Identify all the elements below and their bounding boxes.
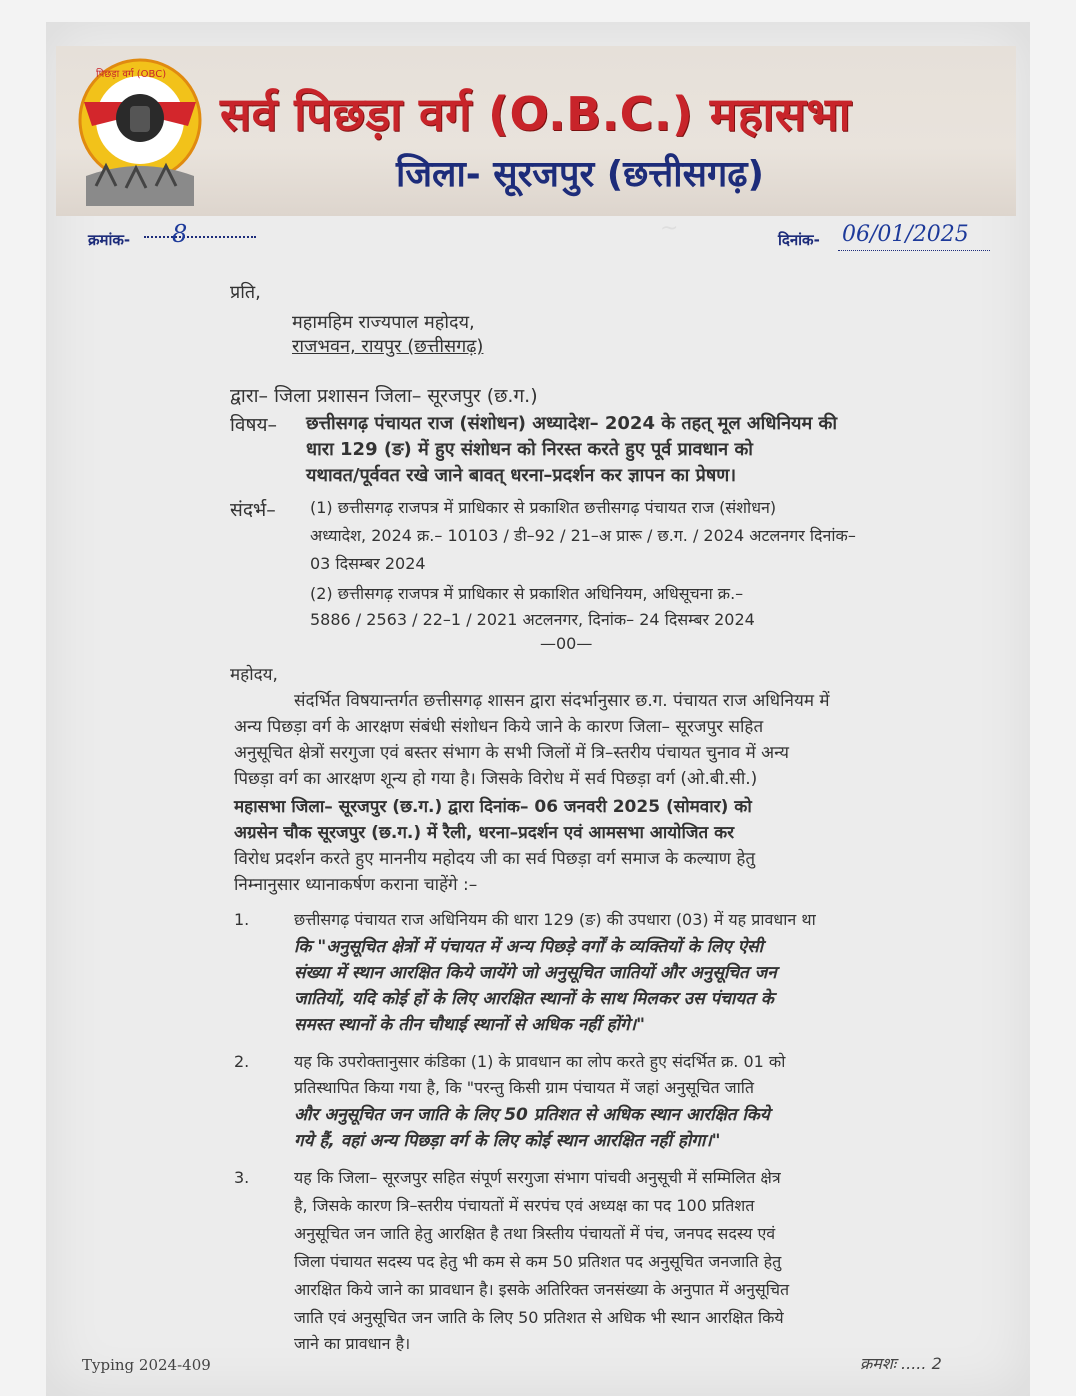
para-line: निम्नानुसार ध्यानाकर्षण कराना चाहेंगे :– <box>234 875 478 895</box>
para-line: अन्य पिछड़ा वर्ग के आरक्षण संबंधी संशोधन किये जाने के कारण जिला– सूरजपुर सहित <box>234 717 764 737</box>
point-line: और अनुसूचित जन जाति के लिए 50 प्रतिशत से अधिक स्थान आरक्षित किये <box>294 1105 770 1125</box>
kramank-label: क्रमांक- <box>88 231 131 249</box>
point-line: कि "अनुसूचित क्षेत्रों में पंचायत में अन्य पिछड़े वर्गों के व्यक्तियों के लिए ऐसी <box>294 937 764 957</box>
ref2-line: (2) छत्तीसगढ़ राजपत्र में प्राधिकार से प्रकाशित अधिनियम, अधिसूचना क्र.– <box>310 584 744 603</box>
dinank-label: दिनांक- <box>778 231 820 249</box>
para-line: अग्रसेन चौक सूरजपुर (छ.ग.) में रैली, धरना–प्रदर्शन एवं आमसभा आयोजित कर <box>234 823 735 843</box>
kramank-value: 8 <box>172 220 188 248</box>
point-line: जाति एवं अनुसूचित जन जाति के लिए 50 प्रतिशत से अधिक भी स्थान आरक्षित किये <box>294 1308 784 1327</box>
point-number: 3. <box>234 1168 250 1187</box>
point-line: यह कि उपरोक्तानुसार कंडिका (1) के प्रावधान का लोप करते हुए संदर्भित क्र. 01 को <box>294 1052 786 1071</box>
dwara-line: द्वारा– जिला प्रशासन जिला– सूरजपुर (छ.ग.) <box>230 385 538 407</box>
point-line: जाने का प्रावधान है। <box>294 1334 411 1353</box>
point-line: अनुसूचित जन जाति हेतु आरक्षित है तथा त्रिस्तीय पंचायतों में पंच, जनपद सदस्य एवं <box>294 1224 776 1243</box>
recipient-line2: राजभवन, रायपुर (छत्तीसगढ़) <box>292 336 484 357</box>
dinank-value: 06/01/2025 <box>842 222 969 247</box>
para-line: महासभा जिला– सूरजपुर (छ.ग.) द्वारा दिनांक– 06 जनवरी 2025 (सोमवार) को <box>234 797 752 817</box>
vishay-label: विषय– <box>230 414 277 436</box>
point-number: 1. <box>234 910 250 929</box>
prati: प्रति, <box>230 282 261 303</box>
point-line: यह कि जिला– सूरजपुर सहित संपूर्ण सरगुजा संभाग पांचवी अनुसूची में सम्मिलित क्षेत्र <box>294 1168 781 1187</box>
vishay-line: धारा 129 (ङ) में हुए संशोधन को निरस्त करते हुए पूर्व प्रावधान को <box>306 439 753 460</box>
separator: —00— <box>540 634 593 653</box>
point-number: 2. <box>234 1052 250 1071</box>
point-line: गये हैं, वहां अन्य पिछड़ा वर्ग के लिए कोई स्थान आरक्षित नहीं होगा।" <box>294 1131 721 1151</box>
point-line: प्रतिस्थापित किया गया है, कि "परन्तु किसी ग्राम पंचायत में जहां अनुसूचित जाति <box>294 1078 754 1097</box>
typing-reference: Typing 2024-409 <box>82 1356 211 1374</box>
para-line: विरोध प्रदर्शन करते हुए माननीय महोदय जी का सर्व पिछड़ा वर्ग समाज के कल्याण हेतु <box>234 849 756 869</box>
ref2-line: 5886 / 2563 / 22–1 / 2021 अटलनगर, दिनांक– 24 दिसम्बर 2024 <box>310 610 755 629</box>
point-line: समस्त स्थानों के तीन चौथाई स्थानों से अधिक नहीं होंगे।" <box>294 1015 645 1035</box>
org-title: सर्व पिछड़ा वर्ग (O.B.C.) महासभा <box>220 87 852 141</box>
point-line: जातियों, यदि कोई हों के लिए आरक्षित स्थानों के साथ मिलकर उस पंचायत के <box>294 989 774 1009</box>
ref1-line: (1) छत्तीसगढ़ राजपत्र में प्राधिकार से प्रकाशित छत्तीसगढ़ पंचायत राज (संशोधन) <box>310 498 777 517</box>
salutation: महोदय, <box>230 665 278 685</box>
vishay-line: छत्तीसगढ़ पंचायत राज (संशोधन) अध्यादेश– 2024 के तहत् मूल अधिनियम की <box>306 413 838 434</box>
para-line: अनुसूचित क्षेत्रों सरगुजा एवं बस्तर संभाग के सभी जिलों में त्रि–स्तरीय पंचायत चुनाव में अन्य <box>234 743 790 763</box>
point-line: आरक्षित किये जाने का प्रावधान है। इसके अतिरिक्त जनसंख्या के अनुपात में अनुसूचित <box>294 1280 790 1299</box>
kramank-dotted-line <box>144 236 256 238</box>
para-line: संदर्भित विषयान्तर्गत छत्तीसगढ़ शासन द्वारा संदर्भानुसार छ.ग. पंचायत राज अधिनियम में <box>294 691 830 711</box>
point-line: संख्या में स्थान आरक्षित किये जायेंगे जो अनुसूचित जातियों और अनुसूचित जन <box>294 963 777 983</box>
recipient-line1: महामहिम राज्यपाल महोदय, <box>292 312 475 333</box>
ref1-line: 03 दिसम्बर 2024 <box>310 554 426 573</box>
point-line: है, जिसके कारण त्रि–स्तरीय पंचायतों में सरपंच एवं अध्यक्ष का पद 100 प्रतिशत <box>294 1196 755 1215</box>
ref1-line: अध्यादेश, 2024 क्र.– 10103 / डी–92 / 21–अ प्रारू / छ.ग. / 2024 अटलनगर दिनांक– <box>310 526 856 545</box>
continued-marker: क्रमशः ..... 2 <box>860 1354 942 1373</box>
sandarbh-label: संदर्भ– <box>230 499 276 521</box>
logo-text: पिछड़ा वर्ग (OBC) <box>96 69 167 80</box>
para-line: पिछड़ा वर्ग का आरक्षण शून्य हो गया है। जिसके विरोध में सर्व पिछड़ा वर्ग (ओ.बी.सी.) <box>234 769 758 789</box>
vishay-line: यथावत/पूर्ववत रखे जाने बावत् धरना–प्रदर्शन कर ज्ञापन का प्रेषण। <box>306 465 737 486</box>
watermark: ~ <box>660 216 679 241</box>
org-subtitle: जिला- सूरजपुर (छत्तीसगढ़) <box>396 154 764 195</box>
dinank-dotted-line <box>838 250 990 251</box>
point-line: जिला पंचायत सदस्य पद हेतु भी कम से कम 50 प्रतिशत पद अनुसूचित जनजाति हेतु <box>294 1252 782 1271</box>
point-line: छत्तीसगढ़ पंचायत राज अधिनियम की धारा 129 (ङ) की उपधारा (03) में यह प्रावधान था <box>294 910 816 929</box>
